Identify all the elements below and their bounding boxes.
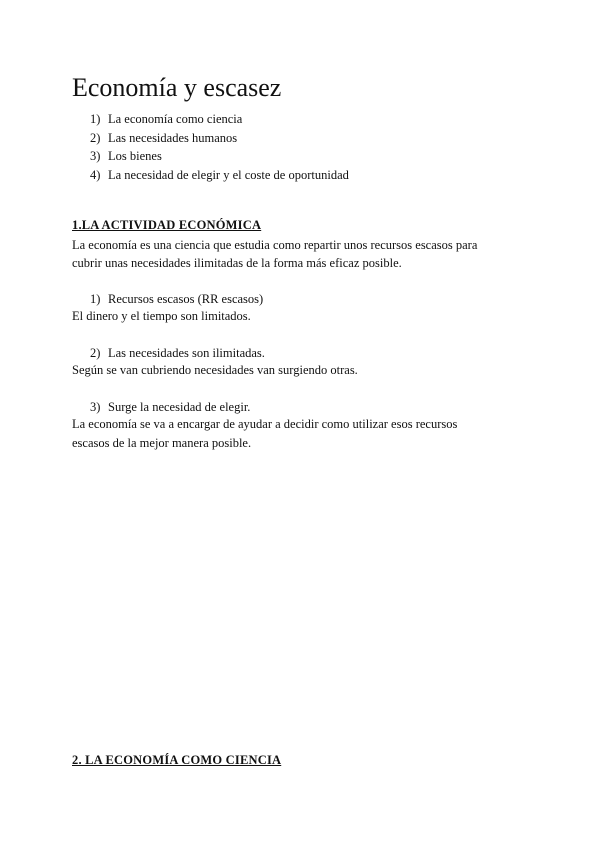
point-heading xyxy=(90,398,250,417)
section-1-heading: 1.LA ACTIVIDAD ECONÓMICA xyxy=(72,218,262,232)
point-label: Recursos escasos (RR escasos) xyxy=(108,292,264,306)
toc-number: 2) xyxy=(90,130,101,145)
section-1-intro-line: La economía es una ciencia que estudia como repartir unos recursos escasos para xyxy=(72,238,478,252)
section-1-intro-line: cubrir unas necesidades ilimitadas de la forma más eficaz posible. xyxy=(72,256,402,270)
point-heading xyxy=(90,290,263,309)
toc-label: La economía como ciencia xyxy=(108,112,243,126)
toc-item xyxy=(90,110,349,129)
toc-number: 3) xyxy=(90,149,101,163)
point-heading xyxy=(90,344,265,363)
point-text: escasos de la mejor manera posible. xyxy=(72,436,252,450)
point-text: Según se van cubriendo necesidades van surgiendo otras. xyxy=(72,363,358,377)
table-of-contents xyxy=(90,110,349,184)
toc-label: Las necesidades humanos xyxy=(108,130,238,145)
point-number: 2) xyxy=(90,346,101,360)
toc-label: Los bienes xyxy=(108,149,162,163)
point-label: Surge la necesidad de elegir. xyxy=(108,400,251,414)
point-number: 1) xyxy=(90,292,101,306)
toc-item xyxy=(90,129,349,148)
toc-item xyxy=(90,147,349,166)
toc-number: 1) xyxy=(90,112,101,126)
toc-item xyxy=(90,166,349,185)
point-label: Las necesidades son ilimitadas. xyxy=(108,346,265,360)
point-text: El dinero y el tiempo son limitados. xyxy=(72,309,251,323)
page-title: Economía y escasez xyxy=(72,73,282,102)
toc-number: 4) xyxy=(90,167,101,182)
point-text: La economía se va a encargar de ayudar a decidir como utilizar esos recursos xyxy=(72,417,458,431)
toc-label: La necesidad de elegir y el coste de oportunidad xyxy=(108,167,349,182)
point-number: 3) xyxy=(90,400,101,414)
section-2-heading: 2. LA ECONOMÍA COMO CIENCIA xyxy=(72,753,282,767)
